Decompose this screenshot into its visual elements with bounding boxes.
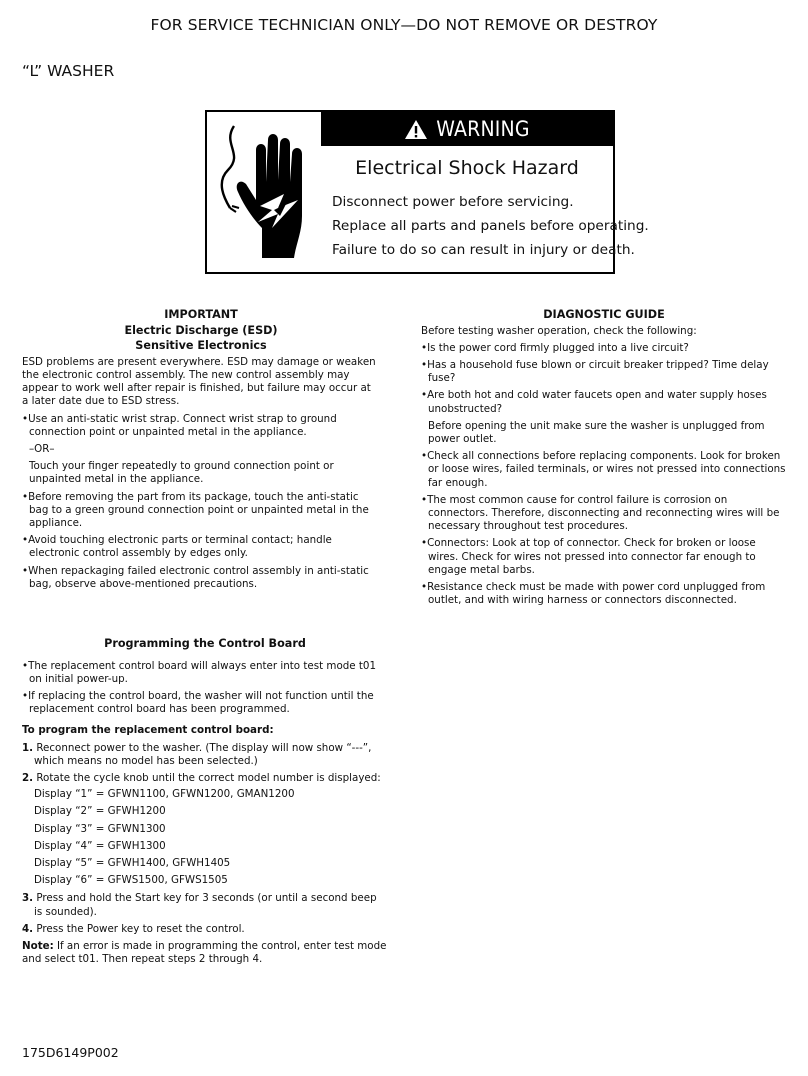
programming-section bbox=[22, 636, 388, 966]
programming-heading: Programming the Control Board bbox=[104, 637, 306, 650]
esd-bullet: •Use an anti-static wrist strap. Connect wrist strap to ground connection point or unpainted metal in the appliance. bbox=[22, 412, 337, 438]
programming-bullet: •The replacement control board will always enter into test mode t01 on initial power-up. bbox=[22, 659, 377, 685]
programming-step bbox=[22, 923, 388, 936]
step-text: Reconnect power to the washer. (The display will now show “---”, which means no model has been selected.) bbox=[33, 741, 372, 767]
programming-step bbox=[22, 742, 388, 768]
diagnostic-intro: Before testing washer operation, check the following: bbox=[421, 324, 697, 337]
important-heading: IMPORTANT bbox=[164, 308, 238, 321]
esd-bullet: •When repackaging failed electronic control assembly in anti-static bag, observe above-mentioned precautions. bbox=[22, 564, 369, 590]
programming-bullet: •If replacing the control board, the washer will not function until the replacement control board has been programmed. bbox=[22, 690, 374, 716]
esd-bullet: •Avoid touching electronic parts or terminal contact; handle electronic control assembly by edges only. bbox=[22, 534, 332, 560]
programming-step bbox=[22, 772, 388, 785]
page-header: FOR SERVICE TECHNICIAN ONLY—DO NOT REMOVE OR DESTROY bbox=[150, 16, 658, 34]
display-mapping: Display “2” = GFWH1200 bbox=[34, 805, 166, 818]
diagnostic-note: Before opening the unit make sure the washer is unplugged from power outlet. bbox=[428, 419, 765, 446]
esd-or: –OR– bbox=[29, 443, 55, 455]
diagnostic-heading: DIAGNOSTIC GUIDE bbox=[543, 308, 665, 321]
diagnostic-bullet: •Resistance check must be made with power cord unplugged from outlet, and with wiring harness or connectors disconnected. bbox=[421, 581, 766, 607]
hazard-line: Disconnect power before servicing. bbox=[332, 194, 574, 210]
esd-touch: Touch your finger repeatedly to ground connection point or unpainted metal in the appliance. bbox=[29, 460, 334, 486]
diagnostic-bullet: •Connectors: Look at top of connector. Check for broken or loose wires. Check for wires not pressed into connector far enough to engage metal barbs. bbox=[421, 537, 756, 576]
esd-heading: Electric Discharge (ESD) bbox=[124, 323, 278, 337]
model-title: “L” WASHER bbox=[22, 62, 115, 80]
step-number: 3. bbox=[22, 892, 34, 905]
warning-title: WARNING bbox=[436, 117, 530, 141]
diagnostic-bullet: •The most common cause for control failure is corrosion on connectors. Therefore, disconnecting and reconnecting wires will be necessary throughout test procedures. bbox=[421, 493, 780, 533]
note-text: If an error is made in programming the control, enter test mode and select t01. Then repeat steps 2 through 4. bbox=[22, 940, 387, 966]
warning-triangle-icon bbox=[404, 119, 428, 140]
note-label: Note: bbox=[22, 940, 54, 953]
electric-shock-hand-icon bbox=[214, 120, 318, 270]
display-mapping: Display “3” = GFWN1300 bbox=[34, 822, 166, 835]
hazard-line: Failure to do so can result in injury or death. bbox=[332, 242, 635, 258]
display-mapping: Display “5” = GFWH1400, GFWH1405 bbox=[34, 857, 231, 870]
step-text: Press the Power key to reset the control. bbox=[33, 922, 245, 935]
diagnostic-section bbox=[421, 307, 787, 611]
display-mapping: Display “1” = GFWN1100, GFWN1200, GMAN1200 bbox=[34, 788, 295, 801]
part-number: 175D6149P002 bbox=[22, 1045, 119, 1060]
esd-section bbox=[22, 307, 380, 595]
step-number: 1. bbox=[22, 741, 34, 754]
esd-intro: ESD problems are present everywhere. ESD may damage or weaken the electronic control assembly. The new control assembly may appear to work well after repair is finished, but failure may occur at a later date due to ESD stress. bbox=[22, 355, 376, 408]
diagnostic-bullet: •Is the power cord firmly plugged into a live circuit? bbox=[421, 341, 689, 354]
step-text: Rotate the cycle knob until the correct model number is displayed: bbox=[33, 772, 381, 785]
step-number: 4. bbox=[22, 922, 34, 935]
hazard-title: Electrical Shock Hazard bbox=[355, 157, 579, 179]
warning-banner bbox=[321, 112, 613, 146]
sensitive-electronics-heading: Sensitive Electronics bbox=[135, 339, 267, 353]
step-number: 2. bbox=[22, 772, 34, 785]
diagnostic-bullet: •Check all connections before replacing components. Look for broken or loose wires, failed terminals, or wires not pressed into connections far enough. bbox=[421, 450, 786, 489]
esd-bullet: •Before removing the part from its package, touch the anti-static bag to a green ground connection point or unpainted metal in the appliance. bbox=[22, 490, 369, 530]
diagnostic-bullet: •Are both hot and cold water faucets open and water supply hoses unobstructed? bbox=[421, 389, 767, 415]
programming-step bbox=[22, 892, 388, 918]
programming-subheading: To program the replacement control board: bbox=[22, 724, 274, 737]
diagnostic-bullet: •Has a household fuse blown or circuit breaker tripped? Time delay fuse? bbox=[421, 359, 769, 385]
display-mapping: Display “4” = GFWH1300 bbox=[34, 839, 166, 852]
hazard-line: Replace all parts and panels before operating. bbox=[332, 218, 649, 234]
programming-note bbox=[22, 940, 388, 966]
display-mapping: Display “6” = GFWS1500, GFWS1505 bbox=[34, 874, 228, 887]
step-text: Press and hold the Start key for 3 seconds (or until a second beep is sounded). bbox=[33, 892, 377, 918]
